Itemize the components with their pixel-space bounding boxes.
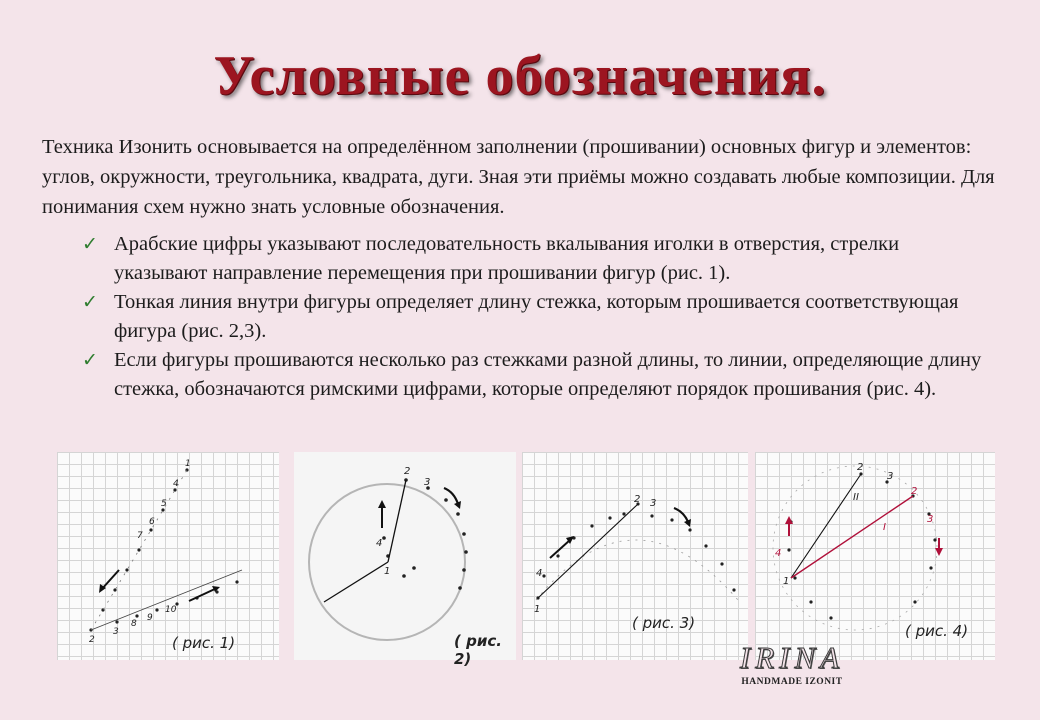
arrow	[674, 508, 688, 522]
figure-number-label: 3	[887, 471, 894, 482]
logo-subtitle: HANDMADE IZONIT	[741, 677, 843, 687]
checkmark-icon: ✓	[82, 292, 98, 313]
list-item	[82, 288, 982, 346]
checkmark-icon: ✓	[82, 350, 98, 371]
brand-logo	[722, 641, 862, 687]
list-item	[82, 230, 982, 288]
checkmark-icon: ✓	[82, 234, 98, 255]
figure-number-label: 5	[161, 499, 167, 509]
arrowhead	[785, 516, 793, 524]
figure-number-label: 6	[149, 517, 155, 527]
arrow	[189, 588, 217, 601]
stitch-line	[538, 504, 638, 598]
figure-4-double-stitch	[755, 452, 995, 660]
circle-diagram	[294, 452, 516, 660]
figure-number-label: 4	[775, 548, 782, 559]
figure-number-label: 7	[137, 531, 143, 541]
figure-number-label: 3	[424, 477, 431, 488]
intro-paragraph: Техника Изонить основывается на определённом заполнении (прошивании) основных фигур и элементов: углов, окружности, треугольника, квадрата, дуги. Зная эти приёмы можно создавать любые композиции. Для понимания схем нужно знать условные обозначения.	[42, 136, 995, 218]
logo-name: IRINA	[739, 640, 845, 675]
figure-number-label: 4	[173, 479, 179, 489]
figure-number-label: 2	[857, 462, 864, 473]
needle-holes	[536, 502, 735, 599]
figure-number-label: 8	[131, 619, 137, 629]
needle-holes	[89, 468, 238, 631]
arrowhead	[378, 500, 386, 508]
figure-number-label: 2	[911, 486, 918, 497]
figure-number-label: 3	[927, 514, 934, 525]
red-stitch-line	[791, 496, 913, 578]
stitch-line	[791, 474, 861, 578]
page-title: Условные обозначения.	[213, 45, 827, 107]
figure-2-circle	[294, 452, 516, 668]
list-item-text: Тонкая линия внутри фигуры определяет длину стежка, которым прошивается соответствующая фигура (рис. 2,3).	[114, 291, 959, 342]
figure-number-label: 1	[185, 459, 191, 469]
figure-number-label: 4	[376, 538, 383, 549]
list-item	[82, 346, 982, 404]
figure-number-label: II	[853, 492, 859, 503]
figure-number-label: 1	[534, 604, 541, 615]
figure-1-angle	[57, 452, 279, 660]
stitch-line	[388, 480, 406, 562]
figure-number-label: 1	[384, 566, 391, 577]
angle-diagram	[57, 452, 279, 660]
stitch-line	[324, 562, 391, 602]
list-item-text: Если фигуры прошиваются несколько раз стежками разной длины, то линии, определяющие длину стежка, обозначаются римскими цифрами, которые определяют порядок прошивания (рис. 4).	[114, 349, 982, 400]
legend-list	[82, 230, 982, 404]
figure-number-label: 4	[536, 568, 543, 579]
arrow	[550, 540, 570, 558]
figure-number-label: 3	[113, 627, 119, 637]
figure-number-label: 2	[89, 635, 95, 645]
figure-number-label: 10	[165, 605, 177, 615]
angle-ray-lower	[91, 570, 242, 630]
arc-outline	[536, 540, 738, 600]
figure-number-label: 9	[147, 613, 153, 623]
figure-caption: ( рис. 2)	[454, 632, 502, 668]
figure-number-label: I	[883, 522, 886, 533]
list-item-text: Арабские цифры указывают последовательность вкалывания иголки в отверстия, стрелки указывают направление перемещения при прошивании фигур (рис. 1).	[114, 233, 900, 284]
figure-number-label: 3	[650, 498, 657, 509]
figure-caption: ( рис. 3)	[632, 614, 696, 632]
figure-number-label: 2	[634, 494, 641, 505]
figure-caption: ( рис. 4)	[905, 622, 969, 640]
figure-number-label: 1	[783, 576, 790, 587]
arrowhead	[935, 548, 943, 556]
figure-caption: ( рис. 1)	[172, 634, 236, 652]
figure-3-arc	[522, 452, 748, 660]
figure-number-label: 2	[404, 466, 411, 477]
